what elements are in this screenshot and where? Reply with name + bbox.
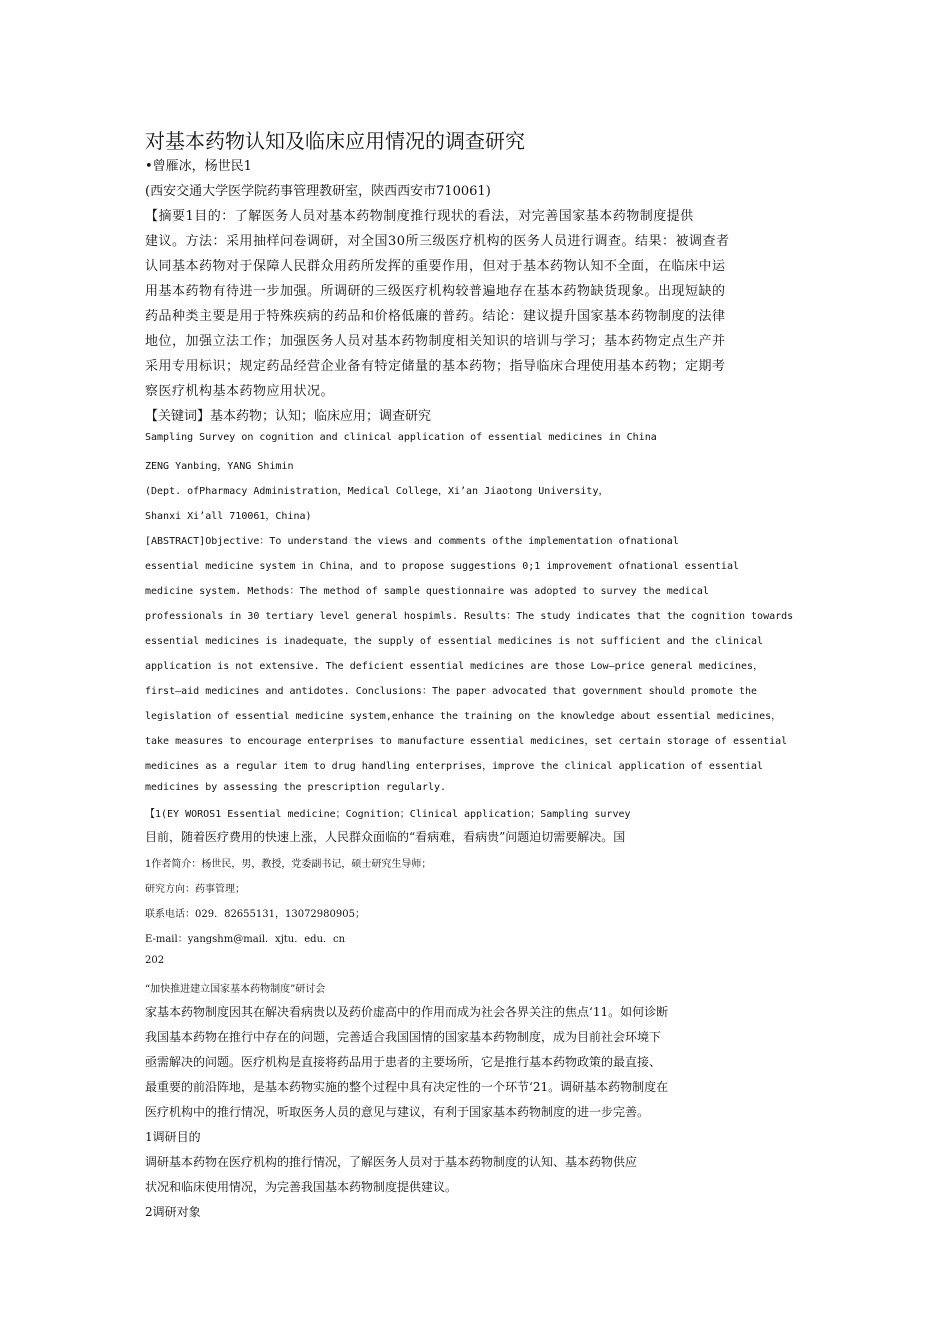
paper-title: 对基本药物认知及临床应用情况的调查研究 <box>145 129 525 153</box>
english-abstract-line: medicines by assessing the prescription regularly. <box>145 782 447 793</box>
english-abstract-line: take measures to encourage enterprises to manufacture essential medicines，set certain storage of essential <box>145 736 788 747</box>
body-line: 我国基本药物在推行中存在的问题，完善适合我国国情的国家基本药物制度，成为目前社会环境下 <box>145 1030 662 1044</box>
english-title: Sampling Survey on cognition and clinical application of essential medicines in China <box>145 432 657 443</box>
english-abstract-line: medicine system. Methods：The method of sample questionnaire was adopted to survey the medical <box>145 586 709 597</box>
authors: •曾雁冰，杨世民1 <box>145 159 252 174</box>
english-keywords: 【1(EY WOROS1 Essential medicine；Cognition；Clinical application；Sampling survey <box>145 809 631 820</box>
body-line: 亟需解决的问题。医疗机构是直接将药品用于患者的主要场所，它是推行基本药物政策的最直接、 <box>145 1055 662 1069</box>
english-abstract-line: application is not extensive. The deficient essential medicines are those Low—price general medicines， <box>145 661 764 672</box>
running-header: “加快推进建立国家基本药物制度”研讨会 <box>145 984 326 995</box>
section-1-body-line: 调研基本药物在医疗机构的推行情况，了解医务人员对于基本药物制度的认知、基本药物供应 <box>145 1155 638 1169</box>
section-1-body-line: 状况和临床使用情况，为完善我国基本药物制度提供建议。 <box>145 1180 458 1194</box>
english-affiliation: (Dept. ofPharmacy Administration，Medical College，Xi’an Jiaotong University， <box>145 486 609 497</box>
abstract-cn-line: 地位，加强立法工作；加强医务人员对基本药物制度相关知识的培训与学习；基本药物定点生产并 <box>145 334 726 349</box>
body-line: 家基本药物制度因其在解决看病贵以及药价虚高中的作用而成为社会各界关注的焦点‘11。如何诊断 <box>145 1005 669 1019</box>
body-line: 医疗机构中的推行情况，听取医务人员的意见与建议，有利于国家基本药物制度的进一步完善。 <box>145 1105 650 1119</box>
abstract-cn-line: 【摘要1目的：了解医务人员对基本药物制度推行现状的看法，对完善国家基本药物制度提供 <box>145 209 694 224</box>
english-abstract-line: first—aid medicines and antidotes. Conclusions：The paper advocated that government should promote the <box>145 686 758 697</box>
footnote-line: E-mail：yangshm@mail．xjtu．edu．cn <box>145 934 346 945</box>
english-abstract-line: essential medicine system in China，and to propose suggestions 0;1 improvement ofnational essential <box>145 561 739 572</box>
abstract-cn-line: 察医疗机构基本药物应用状况。 <box>145 384 335 399</box>
english-abstract-line: legislation of essential medicine system,enhance the training on the knowledge about essential medicines， <box>145 711 782 722</box>
body-line: 最重要的前沿阵地，是基本药物实施的整个过程中具有决定性的一个环节‘21。调研基本药物制度在 <box>145 1080 669 1094</box>
english-abstract-line: [ABSTRACT]Objective：To understand the views and comments ofthe implementation ofnational <box>145 536 679 547</box>
english-authors: ZENG Yanbing，YANG Shimin <box>145 461 294 472</box>
english-abstract-line: essential medicines is inadequate，the supply of essential medicines is not sufficient and the clinical <box>145 636 764 647</box>
intro-first-line: 目前，随着医疗费用的快速上涨，人民群众面临的“看病难，看病贵”问题迫切需要解决。国 <box>145 830 626 844</box>
footnote-line: 联系电话：029．82655131，13072980905； <box>145 909 365 920</box>
section-1-heading: 1调研目的 <box>145 1130 201 1144</box>
keywords-cn: 【关键词】基本药物；认知；临床应用；调查研究 <box>145 409 432 424</box>
abstract-cn-line: 建议。方法：采用抽样问卷调研，对全国30所三级医疗机构的医务人员进行调查。结果：被调查者 <box>145 234 730 249</box>
abstract-cn-line: 用基本药物有待进一步加强。所调研的三级医疗机构较普遍地存在基本药物缺货现象。出现短缺的 <box>145 284 726 299</box>
footnote-line: 1作者简介：杨世民，男，教授，党委副书记，硕士研究生导师； <box>145 859 432 870</box>
affiliation: (西安交通大学医学院药事管理教研室，陕西西安市710061) <box>145 184 491 199</box>
page-number: 202 <box>145 955 165 966</box>
english-abstract-line: medicines as a regular item to drug handling enterprises，improve the clinical application of essential <box>145 761 764 772</box>
english-abstract-line: professionals in 30 tertiary level general hospimls. Results：The study indicates that the cognition towards <box>145 611 794 622</box>
english-affiliation: Shanxi Xi’all 710061，China) <box>145 511 312 522</box>
abstract-cn-line: 认同基本药物对于保障人民群众用药所发挥的重要作用，但对于基本药物认知不全面，在临床中运 <box>145 259 726 274</box>
abstract-cn-line: 采用专用标识；规定药品经营企业备有特定储量的基本药物；指导临床合理使用基本药物；定期考 <box>145 359 726 374</box>
abstract-cn-line: 药品种类主要是用于特殊疾病的药品和价格低廉的普药。结论：建议提升国家基本药物制度的法律 <box>145 309 726 324</box>
section-2-heading: 2调研对象 <box>145 1205 201 1219</box>
footnote-line: 研究方向：药事管理； <box>145 884 245 895</box>
